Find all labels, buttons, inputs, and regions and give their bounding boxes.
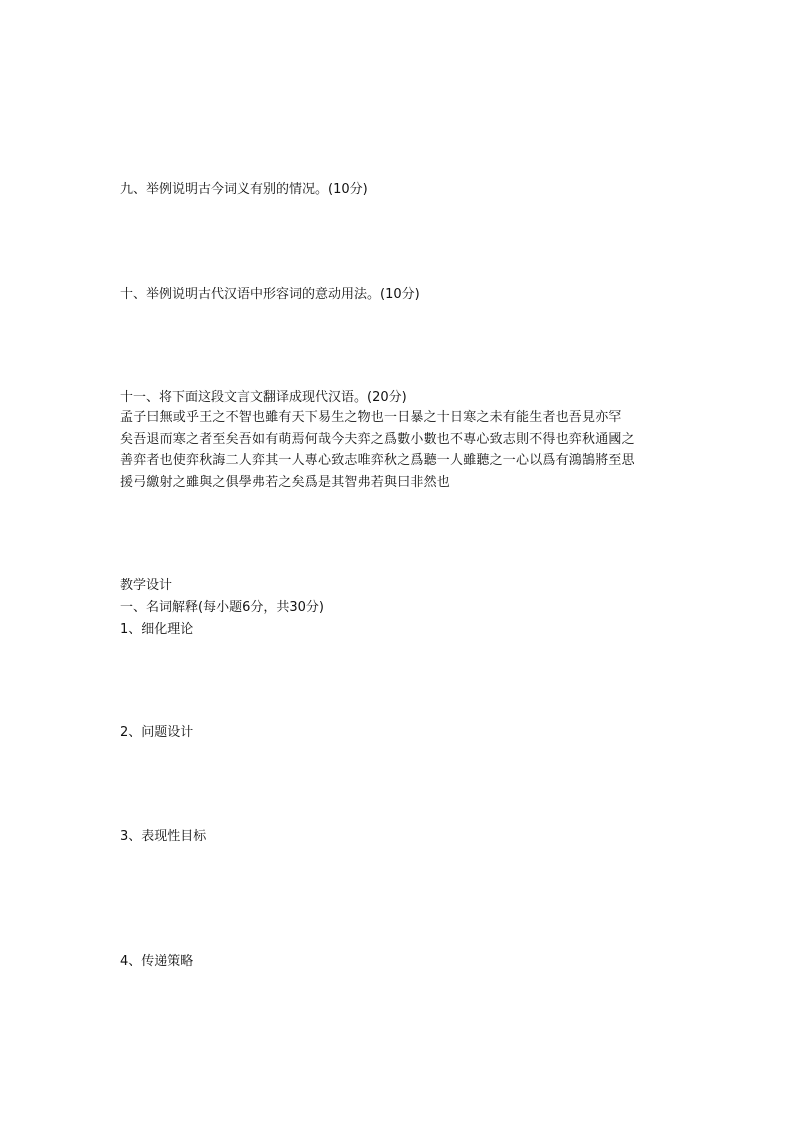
question-10: 十、举例说明古代汉语中形容词的意动用法。(10分) [120,287,420,302]
classical-passage [120,407,680,493]
section-title: 教学设计 [120,578,173,593]
question-11: 十一、将下面这段文言文翻译成现代汉语。(20分) [120,390,407,405]
term-item-3: 3、表现性目标 [120,829,207,844]
question-9: 九、举例说明古今词义有别的情况。(10分) [120,182,368,197]
passage-line-3: 善弈者也使弈秋誨二人弈其一人專心致志唯弈秋之爲聽一人雖聽之一心以爲有鴻鵠將至思 [120,453,635,468]
passage-line-4: 援弓繳射之雖與之俱學弗若之矣爲是其智弗若與曰非然也 [120,474,451,490]
passage-line-1: 孟子曰無或乎王之不智也雖有天下易生之物也一日暴之十日寒之未有能生者也吾見亦罕 [120,410,622,425]
term-item-2: 2、问题设计 [120,725,194,740]
term-item-1: 1、细化理论 [120,622,194,637]
passage-line-2: 矣吾退而寒之者至矣吾如有萌焉何哉今夫弈之爲數小數也不專心致志則不得也弈秋通國之 [120,431,635,447]
part1-heading: 一、名词解释(每小题6分，共30分) [120,600,324,615]
term-item-4: 4、传递策略 [120,954,194,969]
